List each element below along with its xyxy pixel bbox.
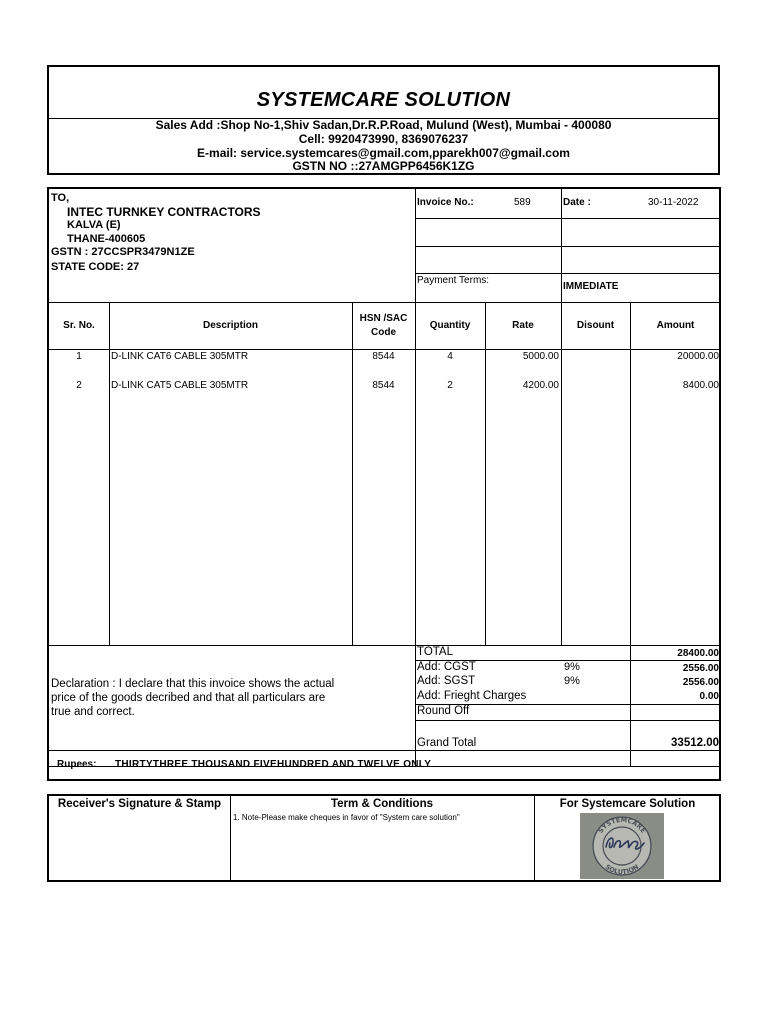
th-quantity: Quantity [429, 320, 471, 331]
grand-total-label: Grand Total [417, 737, 477, 749]
th-rate: Rate [512, 320, 534, 331]
freight-label: Add: Frieght Charges [417, 690, 527, 702]
signature-footer [47, 794, 721, 882]
totals-rule [415, 720, 721, 721]
company-address: Sales Add :Shop No-1,Shiv Sadan,Dr.R.P.Road, Mulund (West), Mumbai - 400080 [155, 118, 612, 132]
sgst-label: Add: SGST [417, 675, 476, 687]
payment-terms-label: Payment Terms: [417, 275, 490, 286]
col-line [109, 302, 110, 645]
row-hsn: 8544 [372, 380, 395, 391]
svg-text:SYSTEMCARE: SYSTEMCARE [596, 815, 648, 835]
billto-line2: THANE-400605 [67, 233, 146, 245]
company-email: E-mail: service.systemcares@gmail.com,pparekh007@gmail.com [197, 146, 570, 160]
company-stamp-image [580, 813, 664, 879]
round-off-label: Round Off [417, 705, 470, 717]
billto-line1: KALVA (E) [67, 219, 121, 231]
receiver-signature-label: Receiver's Signature & Stamp [57, 798, 222, 810]
payment-terms: IMMEDIATE [563, 281, 619, 292]
billto-to: TO, [51, 192, 70, 204]
row-rate: 4200.00 [522, 380, 559, 391]
th-hsn-code: Code [371, 327, 396, 338]
svg-text:SOLUTION: SOLUTION [603, 862, 641, 877]
rupees-label: Rupees: [57, 759, 97, 770]
billto-gstn: GSTN : 27CCSPR3479N1ZE [51, 246, 195, 258]
row-description: D-LINK CAT5 CABLE 305MTR [111, 380, 249, 391]
freight-value: 0.00 [699, 691, 719, 702]
row-quantity: 2 [447, 380, 453, 391]
invoice-no-label: Invoice No.: [417, 197, 474, 208]
table-header-rule [49, 349, 721, 350]
row-hsn: 8544 [372, 351, 395, 362]
cgst-label: Add: CGST [417, 661, 476, 673]
row-amount: 20000.00 [677, 351, 719, 362]
sgst-percent: 9% [564, 675, 580, 687]
rupees-words: THIRTYTHREE THOUSAND FIVEHUNDRED AND TWELVE ONLY [115, 759, 432, 770]
row-description: D-LINK CAT6 CABLE 305MTR [111, 351, 249, 362]
declaration-line1: Declaration : I declare that this invoice shows the actual [51, 678, 335, 690]
items-bottom-rule [49, 645, 721, 646]
terms-title: Term & Conditions [330, 798, 433, 810]
declaration-line3: true and correct. [51, 706, 135, 718]
for-company-label: For Systemcare Solution [559, 798, 696, 810]
sgst-value: 2556.00 [682, 677, 719, 688]
date-label: Date : [563, 197, 591, 208]
col-line [561, 302, 562, 645]
col-line [415, 302, 416, 766]
total-value: 28400.00 [677, 648, 719, 659]
invoice-body [47, 187, 721, 781]
stamp-seal-icon [580, 813, 664, 879]
row-rate: 5000.00 [522, 351, 559, 362]
grand-total-value: 33512.00 [671, 737, 719, 749]
company-header [47, 65, 720, 175]
company-cell: Cell: 9920473990, 8369076237 [298, 132, 469, 146]
grand-total-rule [49, 750, 721, 751]
info-rule [415, 218, 721, 219]
row-amount: 8400.00 [682, 380, 719, 391]
th-hsn: HSN /SAC [359, 313, 408, 324]
billto-state: STATE CODE: 27 [51, 261, 140, 273]
cgst-percent: 9% [564, 661, 580, 673]
row-sr: 2 [76, 380, 82, 391]
table-top-rule [49, 302, 721, 303]
row-quantity: 4 [447, 351, 453, 362]
declaration-line2: price of the goods decribed and that all particulars are [51, 692, 326, 704]
th-sr: Sr. No. [63, 320, 95, 331]
cgst-value: 2556.00 [682, 663, 719, 674]
invoice-no: 589 [514, 197, 531, 208]
invoice-date: 30-11-2022 [648, 197, 699, 208]
th-amount: Amount [656, 320, 695, 331]
terms-note: 1. Note-Please make cheques in favor of "System care solution" [233, 813, 460, 822]
company-gstn: GSTN NO ::27AMGPP6456K1ZG [292, 159, 475, 173]
company-name: SYSTEMCARE SOLUTION [256, 89, 511, 111]
row-sr: 1 [76, 351, 82, 362]
th-description: Description [202, 320, 258, 331]
info-rule [415, 273, 721, 274]
info-rule [415, 246, 721, 247]
th-discount: Disount [576, 320, 615, 331]
billto-name: INTEC TURNKEY CONTRACTORS [67, 205, 261, 219]
total-label: TOTAL [417, 646, 453, 658]
